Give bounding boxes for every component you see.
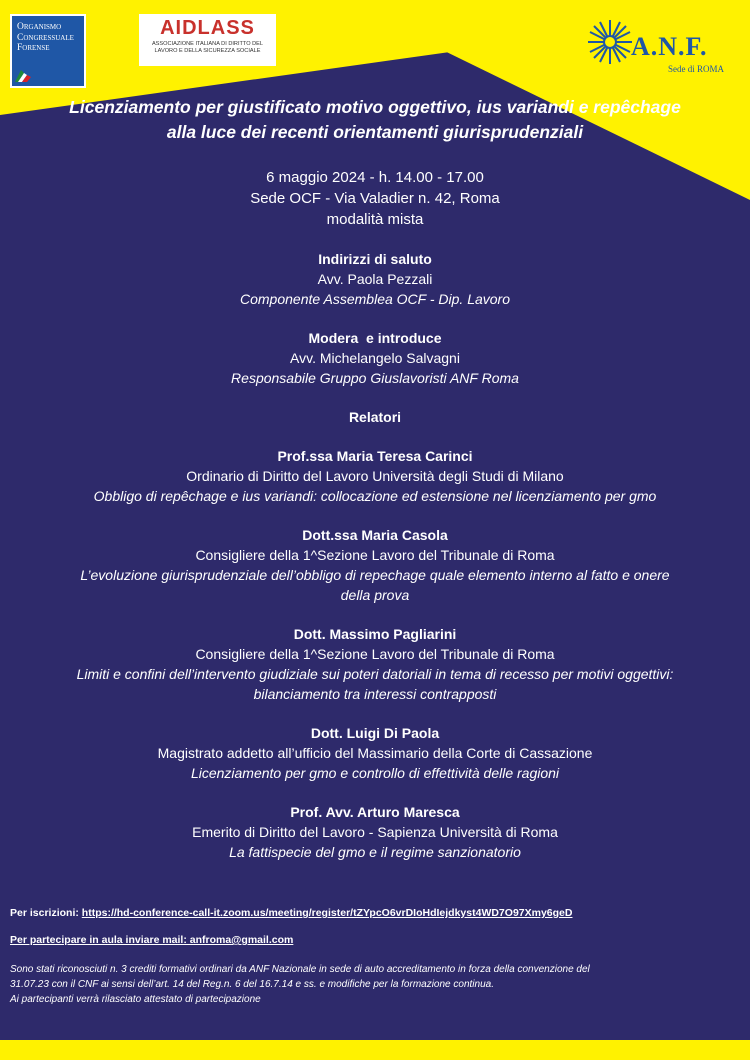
speaker-role: Consigliere della 1^Sezione Lavoro del Tribunale di Roma bbox=[195, 547, 555, 563]
event-date-time: 6 maggio 2024 - h. 14.00 - 17.00 bbox=[266, 169, 484, 186]
speaker-name: Dott.ssa Maria Casola bbox=[302, 527, 448, 543]
speaker-item bbox=[0, 624, 750, 704]
event-details bbox=[0, 167, 750, 230]
moderator-section bbox=[0, 328, 750, 388]
attendance-note: Ai partecipanti verrà rilasciato attestato di partecipazione bbox=[10, 994, 261, 1005]
speaker-item bbox=[0, 723, 750, 783]
speaker-role: Emerito di Diritto del Lavoro - Sapienza Università di Roma bbox=[192, 824, 558, 840]
in-person-mail-line[interactable]: Per partecipare in aula inviare mail: anfroma@gmail.com bbox=[10, 934, 294, 946]
speaker-topic: Licenziamento per gmo e controllo di effettività delle ragioni bbox=[190, 765, 560, 781]
speaker-name: Prof.ssa Maria Teresa Carinci bbox=[277, 448, 473, 464]
event-venue: Sede OCF - Via Valadier n. 42, Roma bbox=[250, 190, 500, 207]
credits-note: Sono stati riconosciuti n. 3 crediti formativi ordinari da ANF Nazionale in sede di auto accreditamento in forza della convenzione del 31.07.23 con il CNF ai sensi dell’art. 14 del Reg.n. 6 del 16.7.14 e ss. e modifiche per la formazione continua. bbox=[10, 964, 590, 990]
event-mode: modalità mista bbox=[326, 211, 424, 228]
registration-line bbox=[10, 906, 710, 920]
footer bbox=[10, 906, 710, 1007]
speaker-name: Dott. Luigi Di Paola bbox=[310, 725, 440, 741]
greetings-role: Componente Assemblea OCF - Dip. Lavoro bbox=[239, 291, 510, 307]
aidlass-logo bbox=[139, 14, 276, 66]
speaker-item bbox=[0, 446, 750, 506]
event-title: Licenziamento per giustificato motivo oggettivo, ius variandi e repêchage alla luce dei recenti orientamenti giurisprudenziali bbox=[69, 97, 681, 142]
registration-label: Per iscrizioni: bbox=[10, 907, 82, 919]
speaker-item bbox=[0, 525, 750, 605]
speaker-topic: Obbligo di repêchage e ius variandi: collocazione ed estensione nel licenziamento per gmo bbox=[93, 488, 657, 504]
speaker-role: Ordinario di Diritto del Lavoro Università degli Studi di Milano bbox=[186, 468, 564, 484]
relatori-heading: Relatori bbox=[348, 409, 402, 425]
speaker-topic: La fattispecie del gmo e il regime sanzionatorio bbox=[229, 844, 521, 860]
footer-notes bbox=[10, 962, 630, 1007]
speaker-name: Prof. Avv. Arturo Maresca bbox=[290, 804, 460, 820]
speaker-topic: L’evoluzione giurisprudenziale dell’obbligo di repechage quale elemento interno al fatto e onere della prova bbox=[80, 567, 670, 603]
anf-star-icon bbox=[586, 18, 634, 66]
moderator-role: Responsabile Gruppo Giuslavoristi ANF Roma bbox=[231, 370, 519, 386]
speaker-item bbox=[0, 802, 750, 862]
speaker-name: Dott. Massimo Pagliarini bbox=[293, 626, 457, 642]
italian-flag-icon bbox=[15, 64, 37, 82]
moderator-name: Avv. Michelangelo Salvagni bbox=[290, 350, 460, 366]
speaker-role: Consigliere della 1^Sezione Lavoro del Tribunale di Roma bbox=[195, 646, 555, 662]
aidlass-name: AIDLASS bbox=[160, 17, 255, 39]
greetings-name: Avv. Paola Pezzali bbox=[317, 271, 433, 287]
greetings-heading: Indirizzi di saluto bbox=[318, 251, 432, 267]
ocf-logo-text: Organismo Congressuale Forense bbox=[17, 22, 74, 53]
anf-logo bbox=[586, 18, 726, 82]
registration-link[interactable]: https://hd-conference-call-it.zoom.us/meeting/register/tZYpcO6vrDIoHdIejdkyst4WD7O97Xmy6geD bbox=[81, 907, 573, 919]
speaker-role: Magistrato addetto all’ufficio del Massimario della Corte di Cassazione bbox=[157, 745, 593, 761]
moderator-heading: Modera e introduce bbox=[308, 330, 442, 346]
flyer-content bbox=[0, 95, 750, 862]
anf-sede: Sede di ROMA bbox=[668, 64, 724, 74]
ocf-logo bbox=[10, 14, 86, 88]
greetings-section bbox=[0, 249, 750, 309]
aidlass-subtitle: ASSOCIAZIONE ITALIANA DI DIRITTO DEL LAVORO E DELLA SICUREZZA SOCIALE bbox=[151, 41, 264, 54]
anf-name: A.N.F. bbox=[631, 32, 708, 61]
speaker-topic: Limiti e confini dell’intervento giudiziale sui poteri datoriali in tema di recesso per motivi oggettivi: bilanciamento tra interessi contrapposti bbox=[76, 666, 674, 702]
